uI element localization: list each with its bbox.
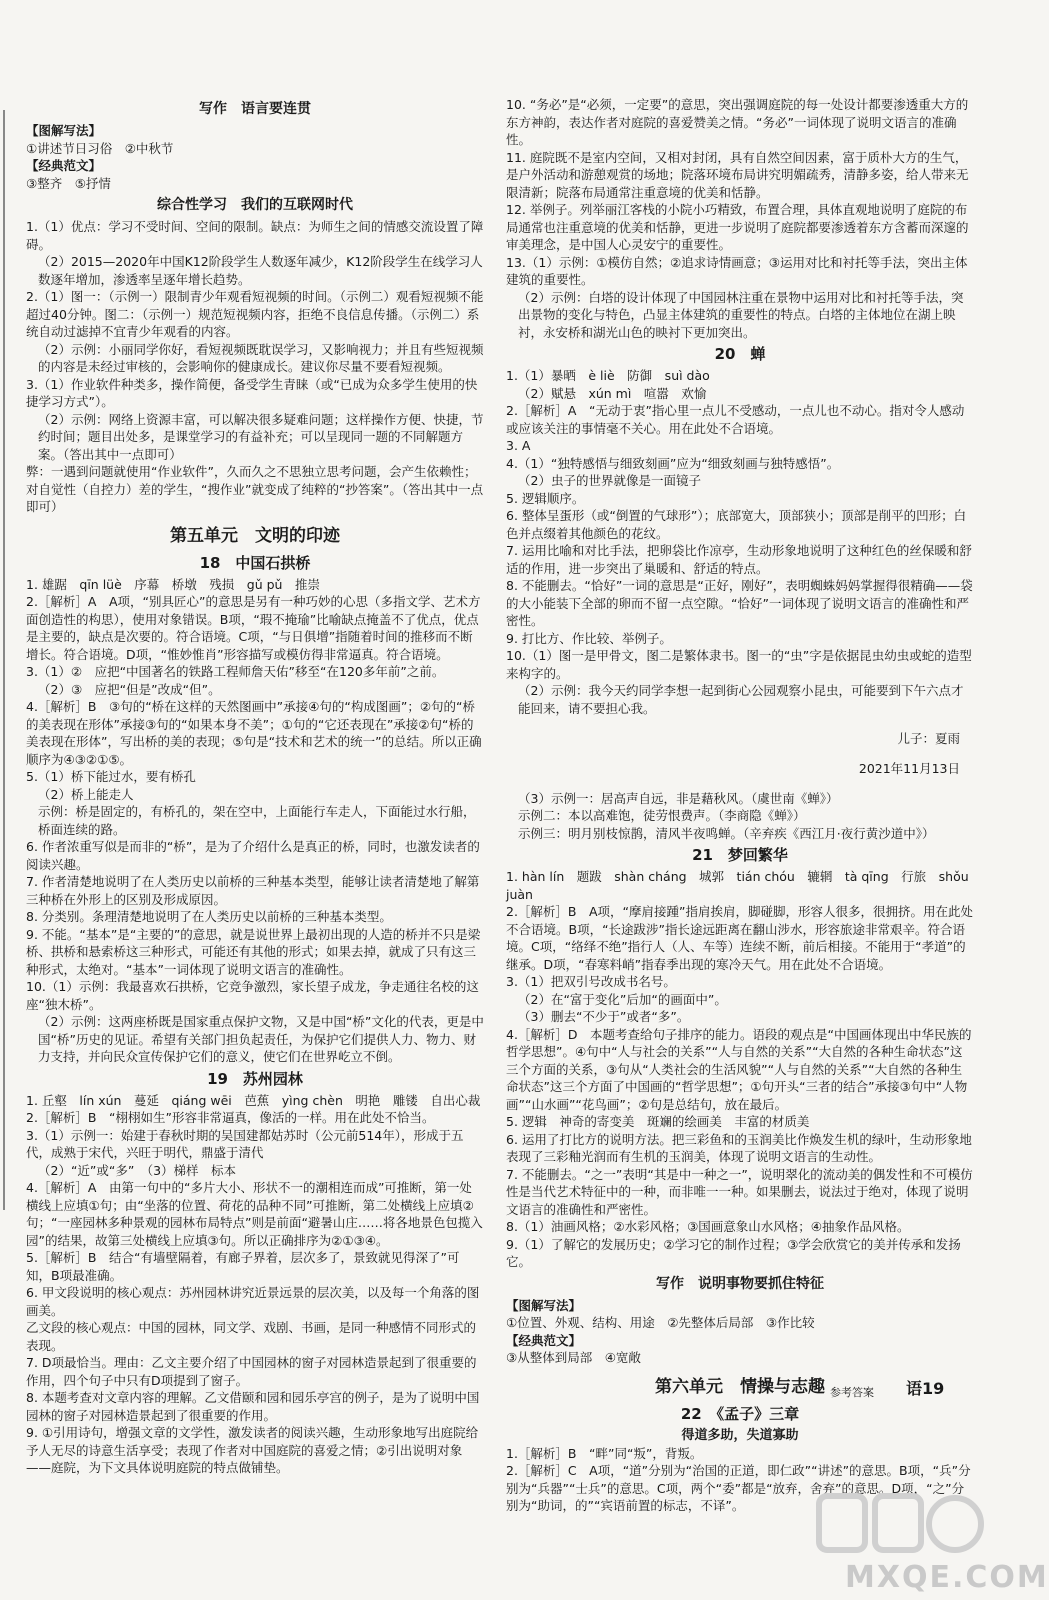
lesson-title: 20 蝉 <box>714 345 766 363</box>
answer-line: 1.（1）暴晒 è liè 防御 suì dào <box>506 368 710 383</box>
answer-line: （2）③ 应把“但是”改成“但”。 <box>38 681 221 697</box>
answer-line: （2）虫子的世界就像是一面镜子 <box>518 473 701 488</box>
answer-line: 【图解写法】 <box>26 123 102 138</box>
answer-line: 8.（1）油画风格；②水彩风格；③国画意象山水风格；④抽象作品风格。 <box>506 1219 910 1234</box>
footer-label: 参考答案 <box>830 1386 874 1399</box>
answer-line: 2.［解析］A A项，“别具匠心”的意思是另有一种巧妙的心思（多指文学、艺术方面创造性的构思），使用对象错误。B项，“瑕不掩瑜”比喻缺点掩盖不了优点，优点是主要的，缺点是次要的。符合语境。C项，“与日俱增”指随着时间的推移而不断增长。符合语境。D项，“惟妙惟肖”形容描写或模仿得非常逼真。符合语境。 <box>26 594 481 662</box>
unit-heading: 第五单元 文明的印迹 <box>170 525 340 546</box>
answer-line: 2.（1）图一：（示例一）限制青少年观看短视频的时间。（示例二）观看短视频不能超过40分钟。图二：（示例一）规范短视频内容，拒绝不良信息传播。（示例二）系统自动过滤掉不宜青少年观看的内容。 <box>26 289 484 339</box>
left-column <box>26 96 484 1477</box>
answer-line: 3.（1）作业软件种类多，操作简便，备受学生青睐（或“已成为众多学生使用的快捷学习方式”）。 <box>26 376 478 409</box>
answer-line: 2.［解析］B “栩栩如生”形容非常逼真，像活的一样。用在此处不恰当。 <box>26 1110 435 1125</box>
answer-line: 1.（1）优点：学习不受时间、空间的限制。缺点：为师生之间的情感交流设置了障碍。 <box>26 219 484 252</box>
answer-line: 9. 打比方、作比较、举例子。 <box>506 630 672 646</box>
lesson-title: 18 中国石拱桥 <box>199 553 311 572</box>
answer-line: 9. ①引用诗句，增强文章的文学性，激发读者的阅读兴趣，生动形象地写出庭院给予人无尽的诗意生活享受；表现了作者对中国庭院的喜爱之情；②引出说明对象——庭院，为下文具体说明庭院的特点做铺垫。 <box>26 1425 479 1475</box>
answer-line: 2.［解析］A “无动于衷”指心里一点儿不受感动，一点儿也不动心。指对令人感动或应该关注的事情毫不关心。用在此处不合语境。 <box>506 403 965 436</box>
answer-line: （2）赋悬 xún mì 喧嚣 欢愉 <box>518 385 707 401</box>
right-column <box>506 96 974 1515</box>
answer-line: 8. 分类别。条理清楚地说明了在人类历史以前桥的三种基本类型。 <box>26 909 392 924</box>
answer-line: 13.（1）示例：①模仿自然；②追求诗情画意；③运用对比和衬托等手法，突出主体建筑的重要性。 <box>506 254 968 287</box>
answer-line: 【图解写法】 <box>506 1297 582 1313</box>
answer-line: （2）示例：我今天约同学李想一起到街心公园观察小昆虫，可能要到下午六点才能回来，请不要担心我。 <box>518 683 964 716</box>
answer-line: 5. 逻辑顺序。 <box>506 490 585 506</box>
answer-line: 6. 作者浓重写似是而非的“桥”，是为了介绍什么是真正的桥，同时，也激发读者的阅读兴趣。 <box>26 839 480 872</box>
answer-line: （2）桥上能走人 <box>38 786 134 802</box>
answer-line: 4.［解析］A 由第一句中的“多片大小、形状不一的潮相连而成”可推断，第一处横线上应填①句；由“坐落的位置、荷花的品种不同”可推断，第二处横线上应填②句；“一座园林多种景观的园林布局特点”则是前面“避暑山庄……将各地景色包揽入园”的结果，故第三处横线上应填③句。所以正确排序为②①③④。 <box>26 1180 483 1248</box>
answer-line: 8. 不能删去。“恰好”一词的意思是“正好，刚好”，表明蜘蛛妈妈掌握得很精确——袋的大小能装下全部的卵而不留一点空隙。“恰好”一词体现了说明文语言的准确性和严密性。 <box>506 578 973 628</box>
answer-line: 8. 本题考查对文章内容的理解。乙文借颐和园和园乐亭宫的例子，是为了说明中国园林的窗子对园林造景起到了很重要的作用。 <box>26 1390 480 1423</box>
watermark-text: MXQE.COM <box>845 1560 1049 1595</box>
answer-line: 5.［解析］B 结合“有墙壁隔着，有廊子界着，层次多了，景致就见得深了”可知，B项最准确。 <box>26 1250 460 1283</box>
answer-line: （2）示例：这两座桥既是国家重点保护文物，又是中国“桥”文化的代表，更是中国“桥”历史的见证。希望有关部门担负起责任，为保护它们提供人力、物力、财力支持，并向民众宣传保护它们的意义，使它们在世界屹立不倒。 <box>38 1014 484 1064</box>
answer-line: （2）“近”或“多” （3）梯样 标本 <box>38 1162 237 1178</box>
signature-line: 儿子：夏雨 <box>897 730 960 746</box>
answer-line: 5.（1）桥下能过水，要有桥孔 <box>26 769 196 784</box>
answer-line: 5. 逻辑 神奇的寄变美 斑斓的绘画美 丰富的材质美 <box>506 1114 810 1129</box>
lesson-title: 21 梦回繁华 <box>692 846 788 864</box>
answer-line: 2.［解析］C A项，“道”分别为“治国的正道，即仁政”“讲述”的意思。B项，“兵”分别为“兵器”“士兵”的意思。C项，两个“委”都是“放弃，舍弃”的意思。D项，“之”分别为“助词，的”“宾语前置的标志，不译”。 <box>506 1463 971 1513</box>
answer-line: 10.（1）图一是甲骨文，图二是繁体隶书。图一的“虫”字是依据昆虫幼虫或蛇的造型来构字的。 <box>506 648 972 681</box>
answer-line: 3. A <box>506 438 531 453</box>
answer-line: 6. 整体呈蛋形（或“倒置的气球形”）；底部宽大，顶部狭小；顶部是削平的凹形；白色并点缀着其他颜色的花纹。 <box>506 508 967 541</box>
answer-line: 11. 庭院既不是室内空间，又相对封闭，具有自然空间因素，富于质朴大方的生气，是户外活动和游憩观赏的场地；院落环境布局讲究明媚疏秀，清静多姿，给人带来无限清新；院落布局通常注重意境的优美和恬静。 <box>506 149 969 200</box>
answer-line: 6. 运用了打比方的说明方法。把三彩鱼和的玉润美比作焕发生机的绿叶，生动形象地表现了三彩釉光润而有生机的玉润美，体现了说明文语言的生动性。 <box>506 1131 972 1164</box>
answer-line: 7. 运用比喻和对比手法，把卵袋比作凉亭，生动形象地说明了这种红色的丝保暖和舒适的作用，进一步突出了巢暖和、舒适的特点。 <box>506 543 972 576</box>
answer-line: 【经典范文】 <box>26 158 102 173</box>
answer-line: 9.（1）了解它的发展历史；②学习它的制作过程；③学会欣赏它的美并传承和发扬它。 <box>506 1236 961 1269</box>
answer-line: 2.［解析］B A项，“摩肩接踵”指肩挨肩，脚碰脚，形容人很多，很拥挤。用在此处不合语境。B项，“长途跋涉”指长途远距离在翻山涉水，形容旅途非常艰辛。符合语境。C项，“络绎不绝”指行人（人、车等）连续不断，前后相接。不能用于“孝道”的继承。D项，“春寒料峭”指春季出现的寒冷天气。用在此处不合语境。 <box>506 904 974 972</box>
answer-line: （2）示例：白塔的设计体现了中国园林注重在景物中运用对比和衬托等手法，突出景物的变化与特色，凸显主体建筑的重要性的特点。白塔的主体地位在湖上映衬，永安桥和湖光山色的映衬下更加突出。 <box>518 289 964 340</box>
answer-line: 3.（1）把双引号改成书名号。 <box>506 974 676 989</box>
answer-line: （3）删去“不少于”或者“多”。 <box>518 1009 690 1024</box>
answer-line: 1.［解析］B “畔”同“叛”，背叛。 <box>506 1445 703 1461</box>
answer-line: 7. 作者清楚地说明了在人类历史以前桥的三种基本类型，能够让读者清楚地了解第三种桥在外形上的区别及形成原因。 <box>26 874 480 907</box>
answer-line: 12. 举例子。列举丽江客栈的小院小巧精致，布置合理，具体直观地说明了庭院的布局通常也注重意境的优美和恬静，更进一步说明了庭院都要渗透着东方含蓄而深邃的审美理念，是中国人心灵安宁的重要性。 <box>506 202 969 252</box>
answer-line: 6. 甲文段说明的核心观点：苏州园林讲究近景远景的层次美，以及每一个角落的图画美。 <box>26 1285 480 1318</box>
answer-line: 7. D项最恰当。理由：乙文主要介绍了中国园林的窗子对园林造景起到了很重要的作用，四个句子中只有D项提到了窗子。 <box>26 1355 477 1388</box>
signature-line: 2021年11月13日 <box>858 760 960 776</box>
answer-line: 3.（1）② 应把“中国著名的铁路工程师詹天佑”移至“在120多年前”之前。 <box>26 664 445 679</box>
answer-line: 10.（1）示例：我最喜欢石拱桥，它竞争激烈，家长望子成龙，争走通往名校的这座“独木桥”。 <box>26 979 479 1012</box>
answer-line: 4.（1）“独特感悟与细致刻画”应为“细致刻画与独特感悟”。 <box>506 455 840 471</box>
section-heading: 写作 语言要连贯 <box>199 101 311 117</box>
answer-line: 4.［解析］B ③句的“桥在这样的天然图画中”承接④句的“构成图画”；②句的“桥的美表现在形体”承接③句的“如果本身不美”；①句的“它还表现在”承接②句“桥的美表现在形体”，写出桥的美的表现；⑤句是“技术和艺术的统一”的总结。所以正确顺序为④③②①⑤。 <box>26 699 482 767</box>
watermark-logo <box>815 1488 985 1564</box>
lesson-title: 22 《孟子》三章 <box>680 1404 800 1423</box>
section-heading: 综合性学习 我们的互联网时代 <box>157 197 353 213</box>
answer-line: ③整齐 ⑤抒情 <box>26 175 111 191</box>
answer-line: 示例二：本以高难饱，徒劳恨费声。（李商隐《蝉》） <box>518 808 806 823</box>
answer-line: （2）示例：小丽同学你好，看短视频既耽误学习，又影响视力；并且有些短视频的内容是未经过审核的，会影响你的健康成长。建议你尽量不要看短视频。 <box>38 341 484 374</box>
answer-line: 9. 不能。“基本”是“主要的”的意思，就是说世界上最初出现的人造的桥并不只是梁桥、拱桥和悬索桥这三种形式，可能还有其他的形式；如果去掉，就成了只有这三种形式，太绝对。“基本”一词体现了说明文语言的准确性。 <box>26 926 481 977</box>
page-number: 语19 <box>906 1379 945 1398</box>
answer-line: 1. hàn lín 题跋 shàn cháng 城郭 tián chóu 辘辋 tà qīng 行旅 shǒu juàn <box>506 869 969 902</box>
answer-line: 7. 不能删去。“之一”表明“其是中一种之一”，说明翠化的流动美的偶发性和不可模仿性是当代艺术特征中的一种，而非唯一一种。如果删去，说法过于绝对，体现了说明文语言的准确性和严密性。 <box>506 1166 973 1217</box>
answer-line: 乙文段的核心观点：中国的园林，同文学、戏剧、书画，是同一种感情不同形式的表现。 <box>26 1320 477 1353</box>
answer-line: ③从整体到局部 ④宽敞 <box>506 1350 641 1365</box>
answer-line: 【经典范文】 <box>506 1332 582 1348</box>
answer-line: 10. “务必”是“必须，一定要”的意思，突出强调庭院的每一处设计都要渗透重大方的东方神韵，表达作者对庭院的喜爱赞美之情。“务必”一词体现了说明文语言的准确性。 <box>506 97 969 147</box>
answer-line: （2）示例：网络上资源丰富，可以解决很多疑难问题；这样操作方便、快捷，节约时间；题目出处多，是课堂学习的有益补充；可以呈现同一题的不同解题方案。（答出其中一点即可） <box>38 411 484 462</box>
binding-edge-mark <box>3 110 6 1210</box>
answer-line: 4.［解析］D 本题考查给句子排序的能力。语段的观点是“中国画体现出中华民族的哲学思想”。④句中“人与社会的关系”“人与自然的关系”“大自然的各种生命状态”这三个方面的关系，③句从“人类社会的生活风貌”“人与自然的关系”“大自然的各种生命状态”这三个方面了中国画的“哲学思想”；①句开头“三者的结合”承接③句中“人物画”“山水画”“花鸟画”；②句是总结句，放在最后。 <box>506 1026 972 1112</box>
answer-line: （2）在“富于变化”后加“的画面中”。 <box>518 991 727 1007</box>
answer-line: 弊：一遇到问题就使用“作业软件”，久而久之不思独立思考问题，会产生依赖性；对自觉性（自控力）差的学生，“搜作业”就变成了纯粹的“抄答案”。（答出其中一点即可） <box>26 464 484 514</box>
unit-heading: 第六单元 情操与志趣 <box>655 1376 825 1397</box>
answer-line: 3.（1）示例一：始建于春秋时期的吴国建都姑苏时（公元前514年），形成于五代，成熟于宋代，兴旺于明代，鼎盛于清代 <box>26 1127 464 1160</box>
answer-line: （3）示例一：居高声自远，非是藉秋风。（虞世南《蝉》） <box>518 790 839 806</box>
answer-line: （2）2015—2020年中国K12阶段学生人数逐年减少，K12阶段学生在线学习人数逐年增加，渗透率呈逐年增长趋势。 <box>38 254 483 287</box>
answer-line: ①讲述节日习俗 ②中秋节 <box>26 140 174 156</box>
answer-line: ①位置、外观、结构、用途 ②先整体后局部 ③作比较 <box>506 1315 815 1330</box>
answer-line: 示例：桥是固定的，有桥孔的，架在空中，上面能行车走人，下面能过水行船，桥面连续的路。 <box>38 804 476 837</box>
answer-line: 示例三：明月别枝惊鹊，清风半夜鸣蝉。（辛弃疾《西江月·夜行黄沙道中》） <box>518 825 935 841</box>
section-heading: 写作 说明事物要抓住特征 <box>656 1275 824 1292</box>
answer-line: 1. 丘壑 lín xún 蔓延 qiáng wēi 芭蕉 yìng chèn 明艳 雕镂 自出心裁 <box>26 1092 481 1108</box>
answer-line: 1. 雄踞 qīn lüè 序幕 桥墩 残损 gǔ pǔ 推崇 <box>26 576 320 592</box>
subsection-title: 得道多助，失道寡助 <box>681 1427 799 1443</box>
lesson-title: 19 苏州园林 <box>207 1069 303 1088</box>
